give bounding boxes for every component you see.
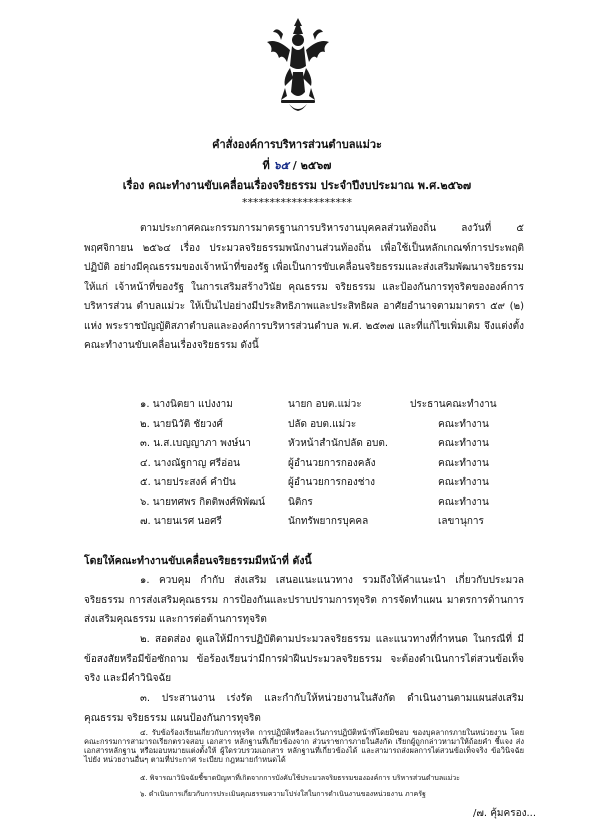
member-role: คณะทำงาน <box>438 418 489 430</box>
member-position: นิติกร <box>288 496 313 508</box>
member-row <box>140 395 540 415</box>
duty-item <box>84 571 524 630</box>
order-number-value: ๖๕ <box>273 159 289 172</box>
member-name: ๑. นางนิตยา แปงงาม <box>140 399 233 410</box>
member-role: คณะทำงาน <box>438 477 489 488</box>
duty-rest: คุณธรรม จริยธรรม แผนป้องกันการทุจริต <box>84 712 261 724</box>
order-number-prefix: ที่ <box>262 159 270 172</box>
duty-first-line: ๖. ดำเนินการเกี่ยวกับการประเมินคุณธรรมความโปร่งใสในการดำเนินงานของหน่วยงาน <box>140 790 403 798</box>
member-position: ปลัด อบต.แม่วะ <box>288 418 357 430</box>
duty-first-line: ๑. ควบคุม กำกับ ส่งเสริม เสนอแนะแนวทาง รวมถึงให้คำแนะนำ เกี่ยวกับประมวล <box>140 575 524 586</box>
duty-first-line: ๒. สอดส่อง ดูแลให้มีการปฏิบัติตามประมวลจริยธรรม และแนวทางที่กำหนด ในกรณีที่ <box>140 634 513 645</box>
member-row <box>140 454 540 474</box>
duty-rest: ของบุคลากรภายในหน่วยงาน โดยคณะกรรมการสามารถเรียกตรวจสอบ เอกสาร หลักฐานที่เกี่ยวข้องจาก ส่วนราชการภายในสังกัด เรียกผู้ถูกกล่าวหามาให้ถ้อยคำ ชี้แจง ส่งเอกสารหลักฐาน หรือมอบหมายแต่งตั้งให้ ผู้ใดรวบรวมเอกสาร หลักฐานที่เกี่ยวข้องได้ และสามารถส่งผลการไต่สวนข้อเท็จจริง ข้อวินิจฉัย ไปยัง หน่วยงานอื่นๆ ตามที่ประกาศ ระเบียบ กฎหมายกำหนดได้ <box>84 728 524 764</box>
member-role: คณะทำงาน <box>438 496 489 508</box>
continuation-note: /๗. คุ้มครอง... <box>472 808 536 819</box>
separator-stars: ******************** <box>242 196 352 209</box>
order-number <box>0 156 594 174</box>
member-row <box>140 493 540 513</box>
duty-item <box>84 728 524 764</box>
duty-item <box>84 774 524 782</box>
member-row <box>140 512 540 532</box>
duty-first-line: ๕. พิจารณาวินิจฉัยชี้ขาดปัญหาที่เกิดจากการบังคับใช้ประมวลจริยธรรมขององค์การ <box>140 774 391 782</box>
member-row <box>140 415 540 435</box>
member-role: คณะทำงาน <box>438 438 489 449</box>
member-name: ๖. นายทศพร กิตติพงศ์พิพัฒน์ <box>140 496 266 508</box>
duty-item <box>84 790 524 798</box>
member-name: ๔. นางณัฐกาญ ศรีอ่อน <box>140 457 240 469</box>
member-name: ๓. น.ส.เบญญาภา พงษ์นา <box>140 438 251 449</box>
member-position: หัวหน้าสำนักปลัด อบต. <box>288 438 389 449</box>
duties-heading: โดยให้คณะทำงานขับเคลื่อนจริยธรรมมีหน้าที่ ดังนี้ <box>84 555 312 567</box>
intro-paragraph <box>84 219 524 356</box>
member-position: นักทรัพยากรบุคคล <box>288 516 369 527</box>
intro-rest: ๕ พฤศจิกายน ๒๕๖๔ เรื่อง ประมวลจริยธรรมพนักงานส่วนท้องถิ่น เพื่อใช้เป็นหลักเกณฑ์การประพฤติปฏิบัติ อย่างมีคุณธรรมของเจ้าหน้าที่ของรัฐ เพื่อเป็นการขับเคลื่อนจริยธรรมและส่งเสริมพัฒนาจริยธรรมให้แก่ เจ้าหน้าที่ของรัฐ ในการเสริมสร้างวินัย คุณธรรม จริยธรรม และป้องกันการทุจริตขององค์การบริหารส่วน ตำบลแม่วะ ให้เป็นไปอย่างมีประสิทธิภาพและประสิทธิผล อาศัยอำนาจตามมาตรา ๕๙ (๒) แห่ง พระราชบัญญัติสภาตำบลและองค์การบริหารส่วนตำบล พ.ศ. ๒๕๓๗ และที่แก้ไขเพิ่มเติม จึงแต่งตั้ง คณะทำงานขับเคลื่อนเรื่องจริยธรรม ดังนี้ <box>84 223 524 351</box>
member-position: นายก อบต.แม่วะ <box>288 399 362 410</box>
member-role: คณะทำงาน <box>438 457 489 469</box>
duty-item <box>84 630 524 689</box>
member-position: ผู้อำนวยการกองคลัง <box>288 457 376 469</box>
garuda-emblem-icon <box>263 16 333 116</box>
duty-rest: บริหารส่วนตำบลแม่วะ <box>390 774 460 782</box>
duty-rest: จริยธรรม การส่งเสริมคุณธรรม การป้องกันและปราบปรามการทุจริต การจัดทำแผน มาตรการด้านการ ส่งเสริมคุณธรรม และการต่อต้านการทุจริต <box>84 594 524 625</box>
order-number-year: / ๒๕๖๗ <box>292 159 332 172</box>
duty-first-line: ๓. ประสานงาน เร่งรัด และกำกับให้หน่วยงานในสังกัด ดำเนินงานตามแผนส่งเสริม <box>140 693 524 704</box>
members-list <box>140 395 540 532</box>
member-position: ผู้อำนวยการกองช่าง <box>288 477 376 488</box>
member-name: ๕. นายประสงค์ คำปัน <box>140 477 236 488</box>
member-row <box>140 434 540 454</box>
duty-rest: ภาครัฐ <box>402 790 426 798</box>
member-role: เลขานุการ <box>438 516 484 527</box>
order-subject: เรื่อง คณะทำงานขับเคลื่อนเรื่องจริยธรรม ประจำปีงบประมาณ พ.ศ.๒๕๖๗ <box>122 179 472 192</box>
member-name: ๒. นายนิวัติ ชัยวงศ์ <box>140 418 223 430</box>
duty-item <box>84 689 524 728</box>
member-row <box>140 473 540 493</box>
member-name: ๗. นายนเรศ นอศรี <box>140 516 222 527</box>
intro-first-line: ตามประกาศคณะกรรมการมาตรฐานการบริหารงานบุคคลส่วนท้องถิ่น ลงวันที่ <box>140 223 492 234</box>
member-role: ประธานคณะทำงาน <box>410 399 497 410</box>
order-title: คำสั่งองค์การบริหารส่วนตำบลแม่วะ <box>212 138 382 151</box>
duty-first-line: ๔. รับข้อร้องเรียนเกี่ยวกับการทุจริต การปฏิบัติหรือละเว้นการปฏิบัติหน้าที่โดยมิชอบ <box>140 728 409 737</box>
duty-rest: มีข้อสงสัยหรือมีข้อซักถาม ข้อร้องเรียนว่ามีการฝ่าฝืนประมวลจริยธรรม จะต้องดำเนินการไต่สวนข้อเท็จจริง และมีคำวินิจฉัย <box>84 634 524 684</box>
